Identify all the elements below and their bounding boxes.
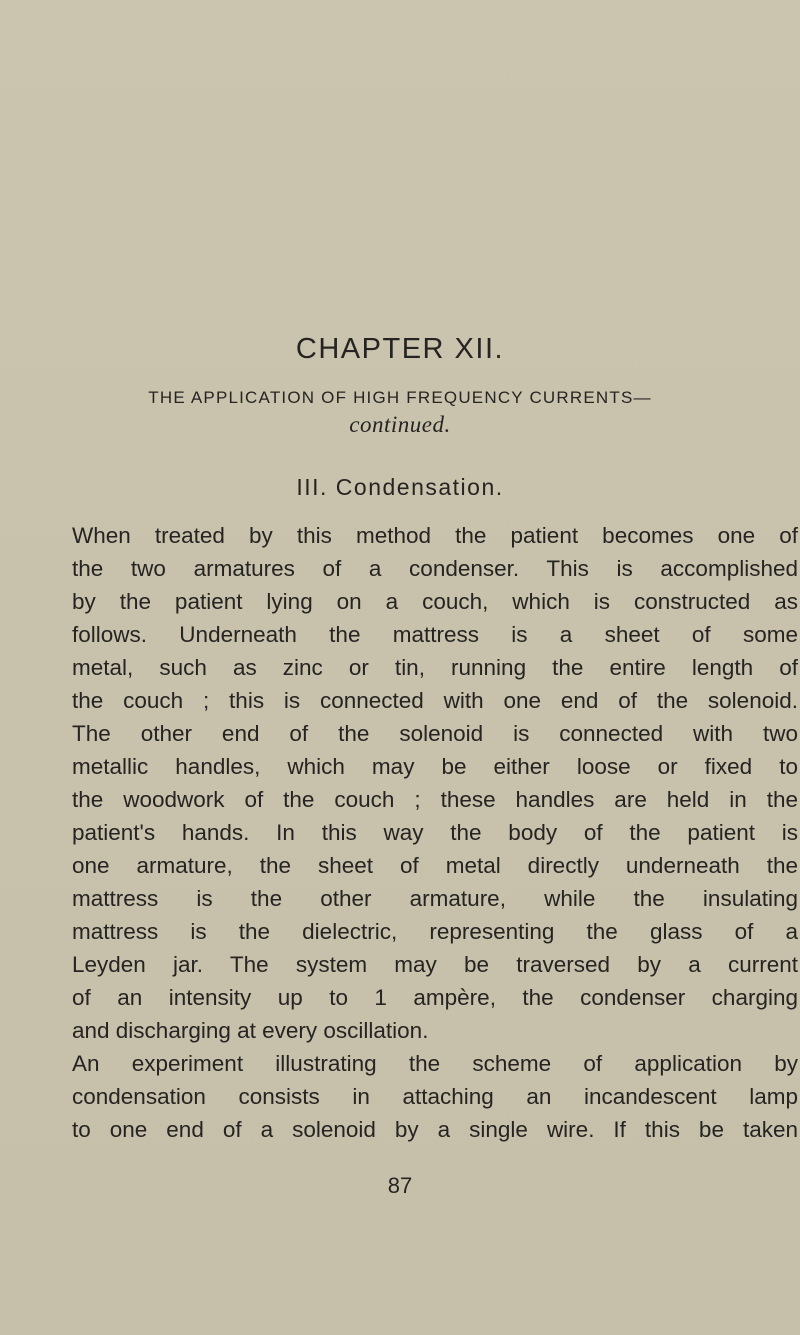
section-heading: III. Condensation. bbox=[296, 474, 504, 500]
text-line: one armature, the sheet of metal directly underneath the bbox=[72, 853, 798, 878]
text-line: the couch ; this is connected with one end of the solenoid. bbox=[72, 688, 798, 713]
continued-label: continued. bbox=[349, 412, 451, 437]
text-line: follows. Underneath the mattress is a sheet of some bbox=[72, 622, 798, 647]
text-line: mattress is the other armature, while the insulating bbox=[72, 886, 798, 911]
text-line: The other end of the solenoid is connected with two bbox=[72, 721, 798, 746]
text-line: An experiment illustrating the scheme of application by bbox=[72, 1051, 798, 1076]
text-line: Leyden jar. The system may be traversed by a current bbox=[72, 952, 798, 977]
page-number: 87 bbox=[387, 1173, 413, 1198]
text-line: to one end of a solenoid by a single wire. If this be taken bbox=[72, 1117, 798, 1142]
text-line: the two armatures of a condenser. This is accomplished bbox=[72, 556, 798, 581]
text-line: condensation consists in attaching an incandescent lamp bbox=[72, 1084, 798, 1109]
text-line: of an intensity up to 1 ampère, the condenser charging bbox=[72, 985, 798, 1010]
text-line: by the patient lying on a couch, which is constructed as bbox=[72, 589, 798, 614]
text-line: mattress is the dielectric, representing the glass of a bbox=[72, 919, 798, 944]
text-line: When treated by this method the patient becomes one of bbox=[72, 523, 798, 548]
body-text bbox=[72, 519, 798, 1146]
text-line: and discharging at every oscillation. bbox=[72, 1018, 429, 1043]
chapter-title: CHAPTER XII. bbox=[295, 333, 505, 365]
chapter-subtitle: THE APPLICATION OF HIGH FREQUENCY CURRENTS— bbox=[148, 388, 652, 407]
text-line: patient's hands. In this way the body of the patient is bbox=[72, 820, 798, 845]
text-line: metallic handles, which may be either loose or fixed to bbox=[72, 754, 798, 779]
text-line: the woodwork of the couch ; these handles are held in the bbox=[72, 787, 798, 812]
text-line: metal, such as zinc or tin, running the entire length of bbox=[72, 655, 798, 680]
